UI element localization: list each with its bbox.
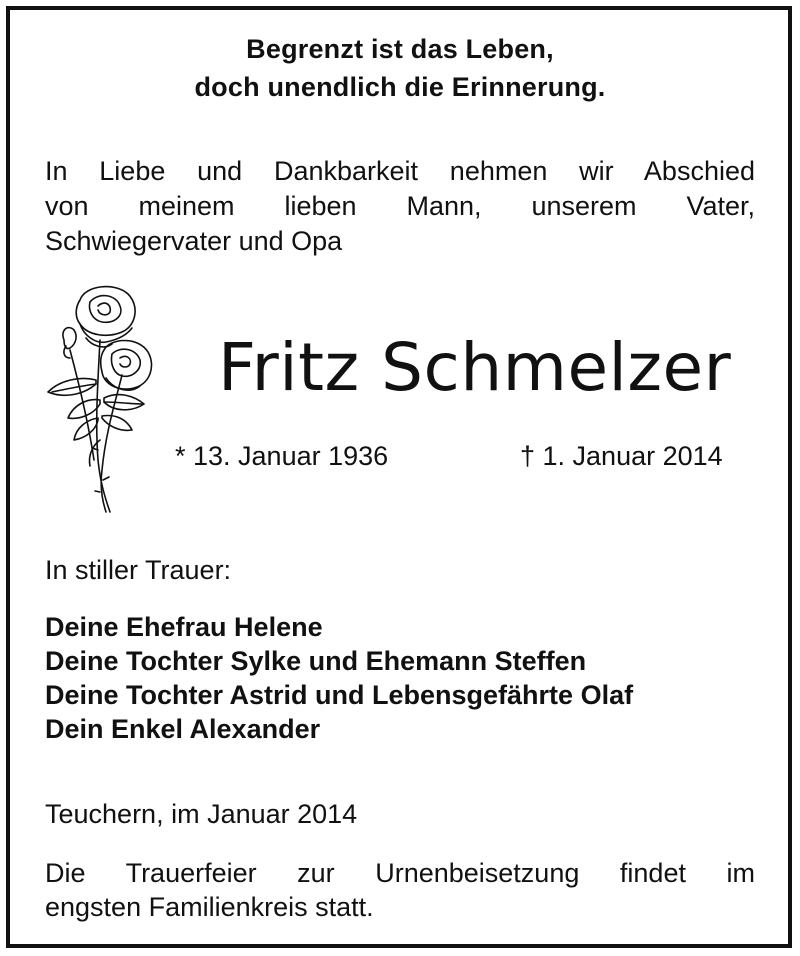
intro-line: In Liebe und Dankbarkeit nehmen wir Abschied [45, 156, 755, 186]
family-list [45, 610, 633, 746]
funeral-line: Die Trauerfeier zur Urnenbeisetzung findet im [45, 858, 755, 888]
mourning-label: In stiller Trauer: [45, 555, 232, 585]
motto-line: Begrenzt ist das Leben, [246, 34, 554, 64]
family-member: Deine Tochter Sylke und Ehemann Steffen [45, 646, 587, 676]
intro-line: von meinem lieben Mann, unserem Vater, [45, 191, 755, 221]
rose-icon [40, 280, 160, 520]
birth-date: * 13. Januar 1936 [175, 441, 389, 471]
funeral-line: engsten Familienkreis statt. [45, 892, 374, 922]
family-member: Dein Enkel Alexander [45, 714, 321, 744]
motto-line: doch unendlich die Erinnerung. [194, 72, 606, 102]
family-member: Deine Ehefrau Helene [45, 612, 323, 642]
place-date: Teuchern, im Januar 2014 [45, 799, 358, 829]
funeral-note [45, 856, 755, 924]
deceased-name: Fritz Schmelzer [218, 329, 732, 406]
intro-line: Schwiegervater und Opa [45, 226, 343, 256]
intro-text [45, 154, 755, 259]
motto [0, 30, 800, 106]
death-date: † 1. Januar 2014 [520, 441, 723, 471]
family-member: Deine Tochter Astrid und Lebensgefährte Olaf [45, 680, 634, 710]
